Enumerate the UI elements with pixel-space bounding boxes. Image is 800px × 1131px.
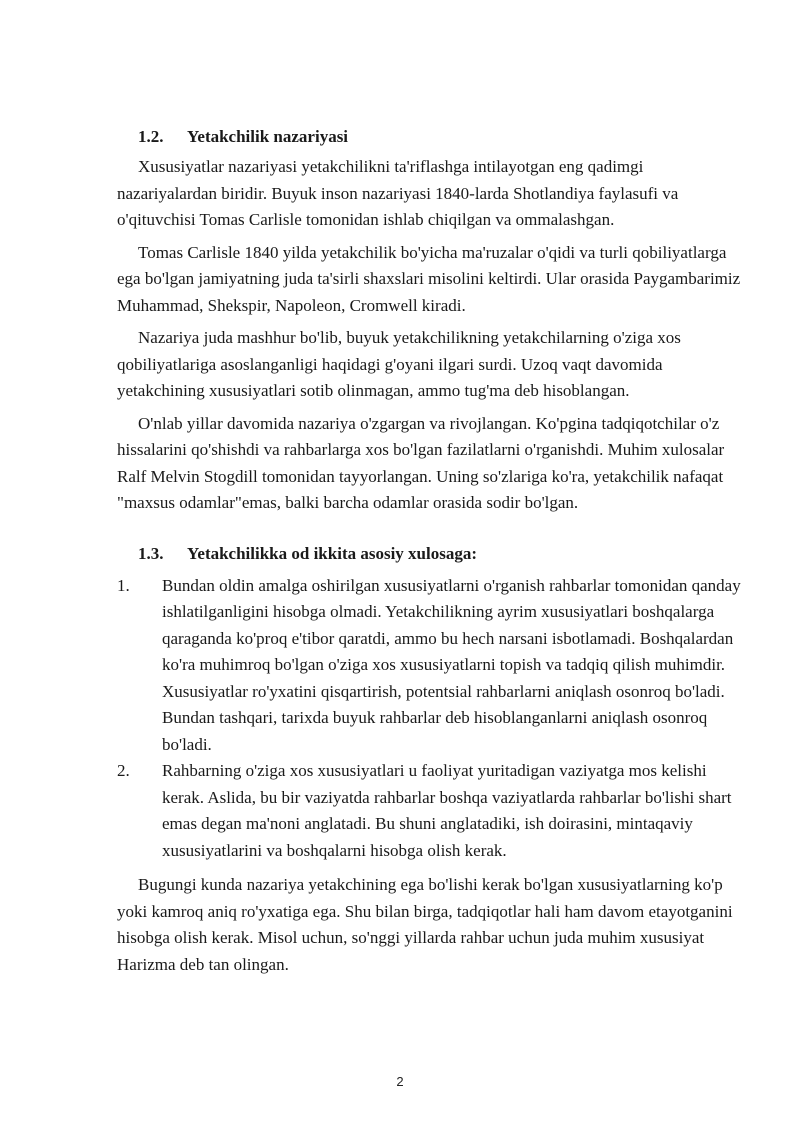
section-number: 1.2. <box>138 127 164 146</box>
section-title: Yetakchilik nazariyasi <box>187 127 349 146</box>
list-item-text: Rahbarning o'ziga xos xususiyatlari u faoliyat yuritadigan vaziyatga mos kelishi kerak. Aslida, bu bir vaziyatda rahbarlar boshqa vaziyatlarda rahbarlar bo'lishi shart emas degan ma'noni anglatadi. Bu shuni anglatadiki, ish doirasini, mintaqaviy xususiyatlarini va boshqalarni hisobga olish kerak. <box>162 761 732 860</box>
paragraph: Tomas Carlisle 1840 yilda yetakchilik bo'yicha ma'ruzalar o'qidi va turli qobiliyatlarga ega bo'lgan jamiyatning juda ta'sirli shaxslari misolini keltirdi. Ular orasida Paygambarimiz Muhammad, Shekspir, Napoleon, Cromwell kiradi. <box>117 242 741 315</box>
page-number: 2 <box>396 1074 404 1089</box>
section-heading-1-3 <box>117 541 743 567</box>
paragraph: Nazariya juda mashhur bo'lib, buyuk yetakchilikning yetakchilarning o'ziga xos qobiliyatlariga asoslanganligi haqidagi g'oyani ilgari surdi. Uzoq vaqt davomida yetakchining xususiyatlari sotib olinmagan, ammo tug'ma deb hisoblangan. <box>117 328 681 400</box>
list-item <box>117 573 743 759</box>
list-item-number: 1. <box>117 575 130 595</box>
section-number: 1.3. <box>138 543 164 563</box>
list-item-number: 2. <box>117 761 130 780</box>
list-item <box>117 758 743 864</box>
closing-paragraph: Bugungi kunda nazariya yetakchining ega bo'lishi kerak bo'lgan xususiyatlarning ko'p yoki kamroq aniq ro'yxatiga ega. Shu bilan birga, tadqiqotlar hali ham davom etayotganini hisobga olish kerak. Misol uchun, so'nggi yillarda rahbar uchun juda muhim xususiyat Harizma deb tan olingan. <box>117 875 733 974</box>
section-heading-1-2 <box>117 124 743 150</box>
list-item-text: Bundan oldin amalga oshirilgan xususiyatlarni o'rganish rahbarlar tomonidan qanday ishlatilganligini hisobga olmadi. Yetakchilikning ayrim xususiyatlari boshqalarga qaraganda ko'proq e'tibor qaratdi, ammo bu hech narsani isbotlamadi. Boshqalardan ko'ra muhimroq bo'lgan o'ziga xos xususiyatlarni topish va tadqiq qilish muhimdir. Xususiyatlar ro'yxatini qisqartirish, potentsial rahbarlarni aniqlash osonroq bo'ladi. Bundan tashqari, tarixda buyuk rahbarlar deb hisoblanganlarni aniqlash osonroq bo'ladi. <box>162 575 741 754</box>
section-title: Yetakchilikka od ikkita asosiy xulosaga: <box>187 543 478 563</box>
paragraph: Xususiyatlar nazariyasi yetakchilikni ta'riflashga intilayotgan eng qadimgi nazariyalardan biridir. Buyuk inson nazariyasi 1840-larda Shotlandiya faylasufi va o'qituvchisi Tomas Carlisle tomonidan ishlab chiqilgan va ommalashgan. <box>117 157 679 229</box>
numbered-list <box>117 573 743 865</box>
paragraph: O'nlab yillar davomida nazariya o'zgargan va rivojlangan. Ko'pgina tadqiqotchilar o'z hissalarini qo'shishdi va rahbarlarga xos bo'lgan fazilatlarni o'rganishdi. Muhim xulosalar Ralf Melvin Stogdill tomonidan tayyorlangan. Uning so'zlariga ko'ra, yetakchilik nafaqat "maxsus odamlar"emas, balki barcha odamlar orasida sodir bo'lgan. <box>117 413 725 512</box>
page-content <box>117 124 743 978</box>
